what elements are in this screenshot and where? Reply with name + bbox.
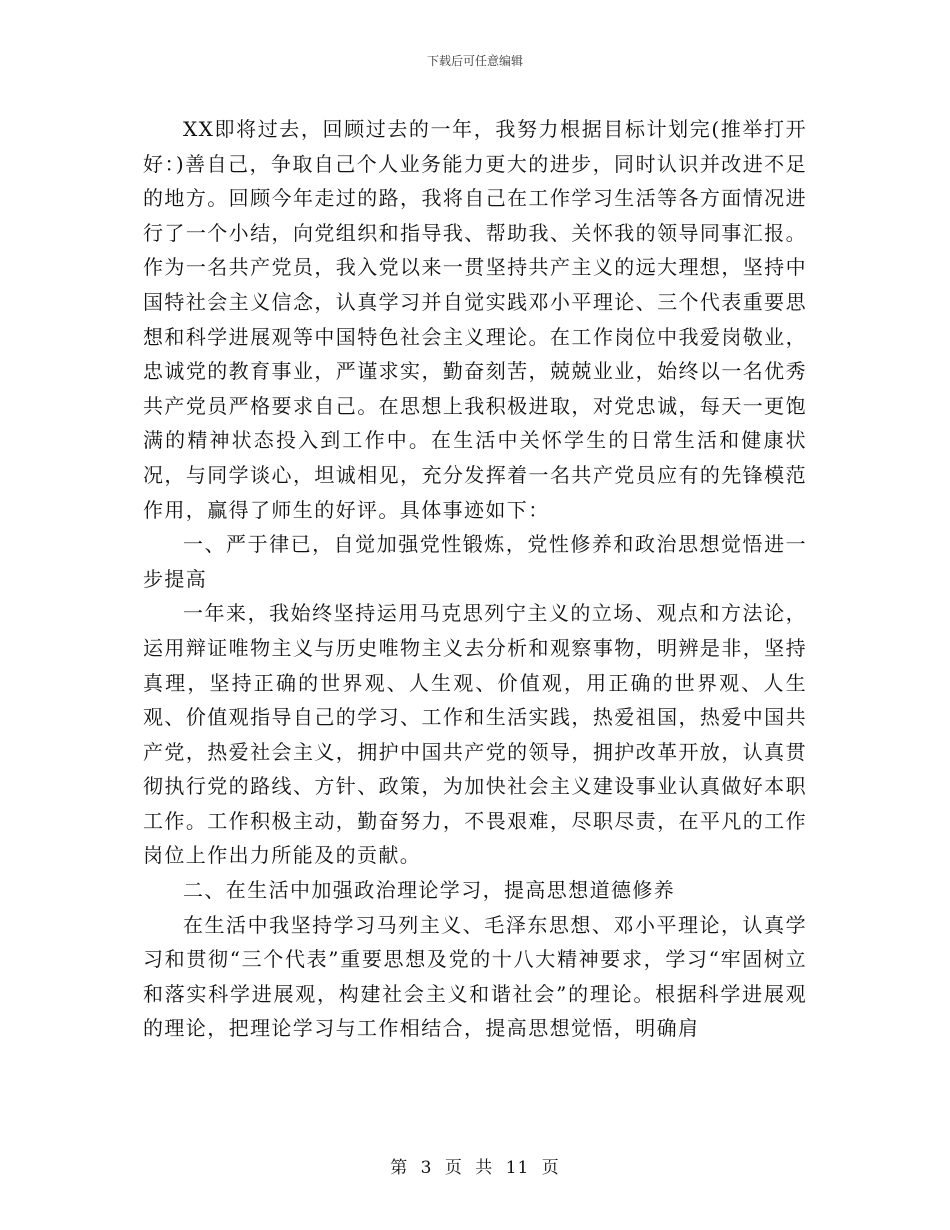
page-header-note: 下载后可任意编辑 — [426, 54, 523, 68]
paragraph-intro: XX即将过去，回顾过去的一年，我努力根据目标计划完(推举打开好：)善自己，争取自己个人业务能力更大的进步，同时认识并改进不足的地方。回顾今年走过的路，我将自己在工作学习生活等各方面情况进行了一个小结，向党组织和指导我、帮助我、关怀我的领导同事汇报。作为一名共产党员，我入党以来一贯坚持共产主义的远大理想，坚持中国特社会主义信念，认真学习并自觉实践邓小平理论、三个代表重要思想和科学进展观等中国特色社会主义理论。在工作岗位中我爱岗敬业，忠诚党的教育事业，严谨求实，勤奋刻苦，兢兢业业，始终以一名优秀共产党员严格要求自己。在思想上我积极进取，对党忠诚，每天一更饱满的精神状态投入到工作中。在生活中关怀学生的日常生活和健康状况，与同学谈心，坦诚相见，充分发挥着一名共产党员应有的先锋模范作用，赢得了师生的好评。具体事迹如下： — [143, 117, 807, 522]
section-heading-1: 一、严于律已，自觉加强党性锻炼，党性修养和政治思想觉悟进一步提高 — [143, 532, 807, 591]
page-number-footer: 第 3 页 共 11 页 — [390, 1158, 560, 1178]
section-heading-2: 二、在生活中加强政治理论学习，提高思想道德修养 — [183, 878, 676, 903]
paragraph-section-2: 在生活中我坚持学习马列主义、毛泽东思想、邓小平理论，认真学习和贯彻“三个代表”重要思想及党的十八大精神要求，学习“牢固树立和落实科学进展观，构建社会主义和谐社会”的理论。根据科学进展观的理论，把理论学习与工作相结合，提高思想觉悟，明确肩 — [143, 912, 807, 1041]
document-body — [143, 112, 807, 1046]
paragraph-section-1: 一年来，我始终坚持运用马克思列宁主义的立场、观点和方法论，运用辩证唯物主义与历史唯物主义去分析和观察事物，明辨是非，坚持真理，坚持正确的世界观、人生观、价值观，用正确的世界观、人生观、价值观指导自己的学习、工作和生活实践，热爱祖国，热爱中国共产党，热爱社会主义，拥护中国共产党的领导，拥护改革开放，认真贯彻执行党的路线、方针、政策，为加快社会主义建设事业认真做好本职工作。工作积极主动，勤奋努力，不畏艰难，尽职尽责，在平凡的工作岗位上作出力所能及的贡献。 — [143, 601, 807, 868]
